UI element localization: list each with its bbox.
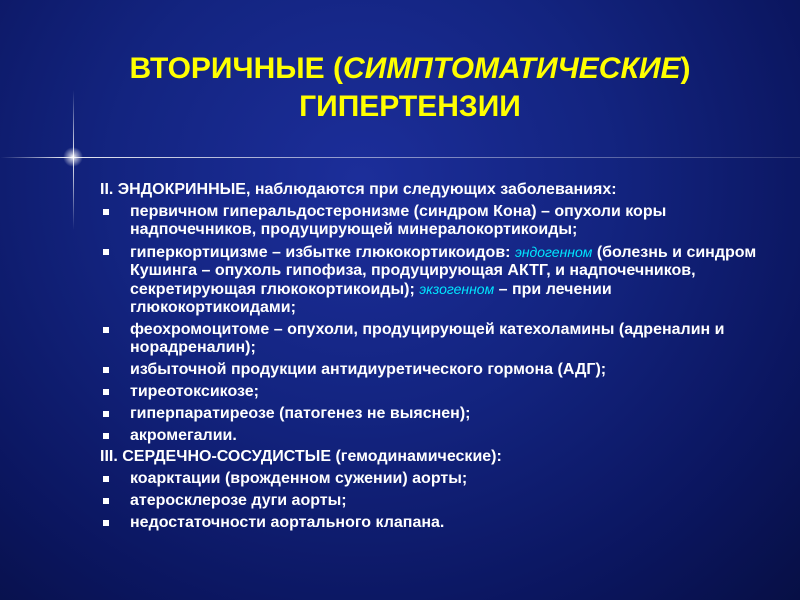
bullet-icon xyxy=(103,433,109,439)
section-number: II. xyxy=(100,181,114,198)
list-item-text: тиреотоксикозе; xyxy=(130,383,259,400)
list-item xyxy=(100,405,760,423)
section-heading-text: СЕРДЕЧНО-СОСУДИСТЫЕ (гемодинамические): xyxy=(122,448,502,465)
section-endocrine-heading xyxy=(100,181,760,199)
highlight-endogenous: эндогенном xyxy=(514,244,593,260)
list-item xyxy=(100,243,760,317)
title-line-1 xyxy=(60,50,760,88)
slide-body xyxy=(100,178,760,532)
section-heading-text: ЭНДОКРИННЫЕ, наблюдаются при следующих заболеваниях: xyxy=(117,181,617,198)
list-item-text: акромегалии. xyxy=(130,427,237,444)
list-item-text: гиперкортицизме – избытке глюкокортикоидов: xyxy=(130,244,515,261)
decorative-horizontal-line xyxy=(0,157,800,158)
list-item-text: недостаточности аортального клапана. xyxy=(130,514,445,531)
title-italic-word: СИМПТОМАТИЧЕСКИЕ xyxy=(342,52,681,85)
bullet-icon xyxy=(103,520,109,526)
list-item xyxy=(100,492,760,510)
title-text-1: ВТОРИЧНЫЕ ( xyxy=(129,52,343,85)
list-item-text: – при лечении глюкокортикоидами; xyxy=(130,281,612,316)
bullet-icon xyxy=(103,411,109,417)
list-item-text: избыточной продукции антидиуретического гормона (АДГ); xyxy=(130,361,607,378)
bullet-icon xyxy=(103,476,109,482)
bullet-icon xyxy=(103,389,109,395)
list-item-text: феохромоцитоме – опухоли, продуцирующей катехоламины (адреналин и норадреналин); xyxy=(130,321,725,356)
list-item xyxy=(100,427,760,445)
bullet-icon xyxy=(103,367,109,373)
bullet-icon xyxy=(103,209,109,215)
list-item-text: коарктации (врожденном сужении) аорты; xyxy=(130,470,468,487)
sparkle-icon xyxy=(63,147,83,167)
bullet-icon xyxy=(103,249,109,255)
list-item xyxy=(100,203,760,239)
list-item xyxy=(100,321,760,357)
list-item-text: гиперпаратиреозе (патогенез не выяснен); xyxy=(130,405,471,422)
highlight-exogenous: экзогенном xyxy=(419,281,495,297)
list-item xyxy=(100,470,760,488)
list-item-text: (болезнь и синдром Кушинга – опухоль гипофиза, продуцирующая АКТГ, и надпочечников, секретирующая глюкокортикоиды); xyxy=(130,244,757,298)
section-number: III. xyxy=(100,448,118,465)
slide-title xyxy=(60,50,760,126)
section-cardio-heading xyxy=(100,448,760,466)
list-item-text: первичном гиперальдостеронизме (синдром Кона) – опухоли коры надпочечников, продуцирующей минералокортикоиды; xyxy=(130,203,667,238)
list-item xyxy=(100,514,760,532)
title-text-3: ) xyxy=(680,52,691,85)
bullet-icon xyxy=(103,498,109,504)
bullet-icon xyxy=(103,327,109,333)
title-line-2: ГИПЕРТЕНЗИИ xyxy=(299,90,521,123)
list-item xyxy=(100,361,760,379)
list-item-text: атеросклерозе дуги аорты; xyxy=(130,492,347,509)
list-item xyxy=(100,383,760,401)
